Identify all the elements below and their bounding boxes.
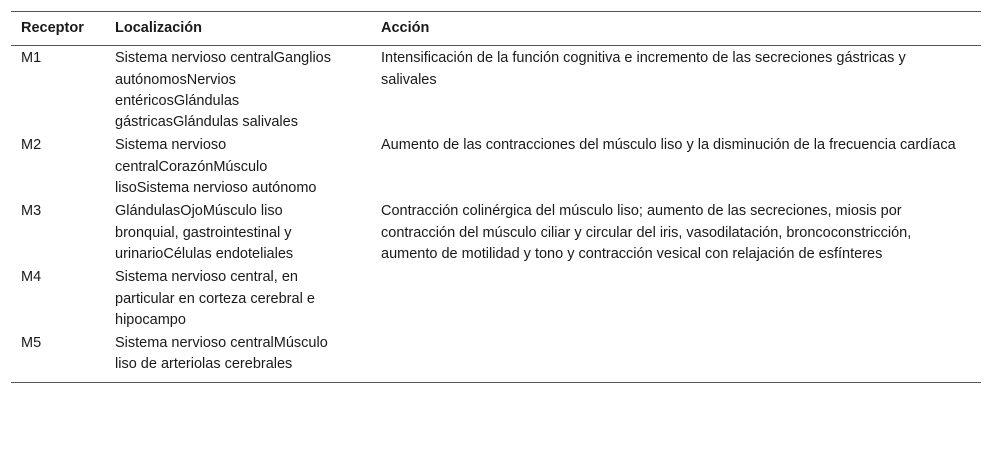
header-accion: Acción — [371, 12, 981, 46]
cell-accion: Aumento de las contracciones del músculo liso y la disminución de la frecuencia cardíaca — [381, 137, 956, 154]
cell-localizacion: GlándulasOjoMúsculo liso bronquial, gastrointestinal y urinarioCélulas endoteliales — [115, 203, 294, 262]
cell-receptor: M5 — [11, 331, 105, 382]
table-row — [11, 331, 981, 382]
cell-receptor: M3 — [21, 203, 42, 220]
cell-localizacion: Sistema nervioso centralCorazónMúsculo lisoSistema nervioso autónomo — [115, 137, 317, 197]
table-row — [11, 46, 981, 134]
header-localizacion: Localización — [105, 12, 371, 46]
cell-accion: Intensificación de la función cognitiva e incremento de las secreciones gástricas y salivales — [381, 50, 906, 88]
cell-localizacion: Sistema nervioso central, en particular en corteza cerebral e hipocampo — [115, 269, 315, 328]
table-row — [11, 265, 981, 331]
receptor-table — [11, 11, 981, 383]
table-header-row — [11, 12, 981, 46]
cell-localizacion: Sistema nervioso centralMúsculo liso de arteriolas cerebrales — [105, 331, 371, 382]
cell-accion: Contracción colinérgica del músculo liso; aumento de las secreciones, miosis por contracción del músculo ciliar y circular del iris, vasodilatación, broncoconstricción, aumento de motilidad y tono y contracción vesical con relajación de esfínteres — [381, 203, 912, 262]
cell-receptor: M4 — [21, 269, 42, 286]
cell-receptor: M2 — [21, 137, 42, 154]
cell-accion — [371, 331, 981, 382]
cell-accion — [371, 265, 981, 331]
table-row — [11, 133, 981, 199]
receptor-table-container — [11, 11, 981, 383]
cell-localizacion: Sistema nervioso centralGanglios autónomosNervios entéricosGlándulas gástricasGlándulas salivales — [115, 50, 331, 131]
header-receptor: Receptor — [11, 12, 105, 46]
table-row — [11, 199, 981, 265]
cell-receptor: M1 — [21, 50, 42, 67]
